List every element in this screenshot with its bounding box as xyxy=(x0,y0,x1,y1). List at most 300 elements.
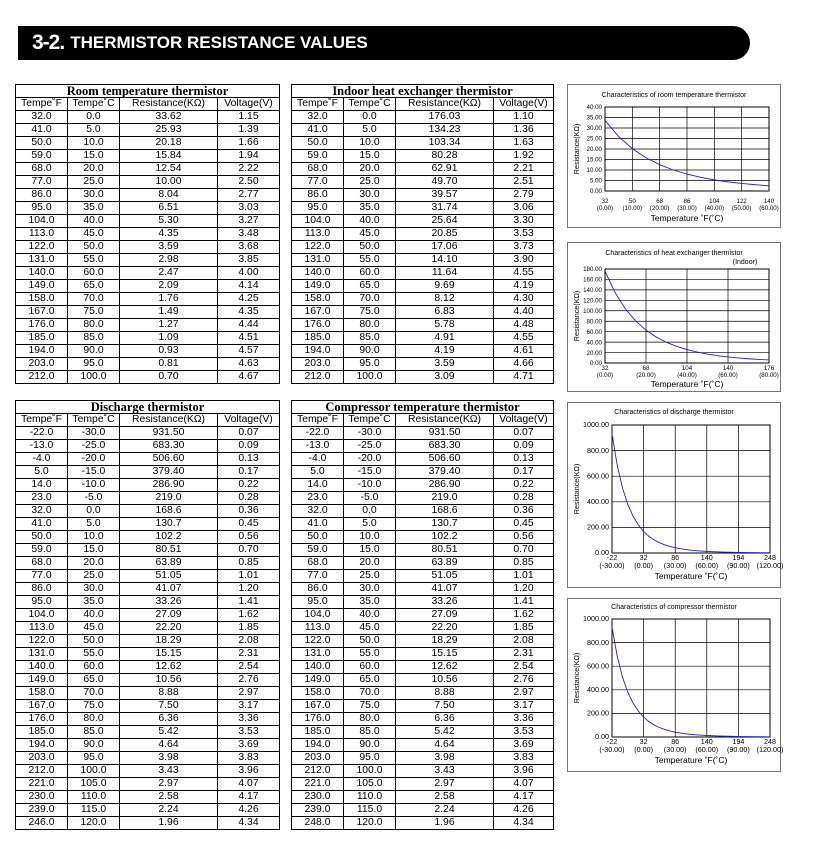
table-cell: 5.42 xyxy=(396,726,494,739)
table-cell: 230.0 xyxy=(16,791,68,804)
compressor-thermistor-table xyxy=(291,400,554,830)
table-cell: 12.62 xyxy=(396,661,494,674)
table-cell: 5.0 xyxy=(16,466,68,479)
indoor-heat-exchanger-table xyxy=(291,84,554,384)
table-cell: 51.05 xyxy=(396,570,494,583)
table-row xyxy=(16,358,280,371)
y-tick-label: 140.00 xyxy=(583,287,602,295)
column-header-tempf: Tempe˚F xyxy=(16,98,68,111)
table-row xyxy=(292,557,554,570)
x-tick-label-celsius: (120.00) xyxy=(756,745,784,754)
table-cell: 3.83 xyxy=(218,752,280,765)
table-cell: 149.0 xyxy=(16,280,68,293)
table-cell: 15.0 xyxy=(68,150,120,163)
table-row xyxy=(16,163,280,176)
table-cell: 115.0 xyxy=(68,804,120,817)
y-tick-label: 180.00 xyxy=(583,266,602,274)
table-cell: -4.0 xyxy=(16,453,68,466)
table-row xyxy=(16,570,280,583)
x-tick-label-celsius: (30.00) xyxy=(677,205,697,212)
table-row xyxy=(16,427,280,440)
table-cell: 158.0 xyxy=(16,293,68,306)
table-cell: 158.0 xyxy=(292,687,344,700)
table-row xyxy=(16,765,280,778)
table-cell: 0.85 xyxy=(218,557,280,570)
table-cell: 33.26 xyxy=(396,596,494,609)
discharge-thermistor-chart xyxy=(567,402,784,588)
table-cell: 1.41 xyxy=(218,596,280,609)
table-row xyxy=(292,687,554,700)
table-cell: 25.0 xyxy=(68,176,120,189)
table-row xyxy=(16,466,280,479)
chart-subtitle: (Indoor) xyxy=(732,259,758,266)
table-cell: 7.50 xyxy=(120,700,218,713)
table-row xyxy=(292,124,554,137)
table-row xyxy=(292,531,554,544)
table-cell: 1.15 xyxy=(218,111,280,124)
table-row xyxy=(16,189,280,202)
table-cell: 219.0 xyxy=(120,492,218,505)
table-cell: 0.28 xyxy=(218,492,280,505)
table-cell: 75.0 xyxy=(344,700,396,713)
x-tick-label-celsius: (60.00) xyxy=(695,745,719,754)
table-cell: 1.85 xyxy=(494,622,554,635)
y-tick-label: 0.00 xyxy=(589,188,602,196)
table-cell: 4.14 xyxy=(218,280,280,293)
discharge-chart-svg xyxy=(568,403,784,587)
table-cell: 0.0 xyxy=(344,111,396,124)
table-cell: 4.00 xyxy=(218,267,280,280)
table-cell: 3.96 xyxy=(218,765,280,778)
table-cell: 50.0 xyxy=(16,531,68,544)
table-cell: 3.68 xyxy=(218,241,280,254)
table-cell: 59.0 xyxy=(292,150,344,163)
table-cell: 65.0 xyxy=(344,280,396,293)
table-cell: 286.90 xyxy=(120,479,218,492)
chart-title: Characteristics of heat exchanger thermistor xyxy=(605,250,743,257)
table-cell: 3.30 xyxy=(494,215,554,228)
table-cell: 30.0 xyxy=(344,189,396,202)
table-cell: 10.00 xyxy=(120,176,218,189)
table-cell: 8.88 xyxy=(120,687,218,700)
table-cell: 3.53 xyxy=(494,228,554,241)
table-cell: 130.7 xyxy=(120,518,218,531)
table-cell: 0.0 xyxy=(68,111,120,124)
table-cell: 10.0 xyxy=(68,531,120,544)
table-cell: -15.0 xyxy=(344,466,396,479)
table-cell: 2.79 xyxy=(494,189,554,202)
table-cell: 140.0 xyxy=(292,267,344,280)
table-row xyxy=(292,345,554,358)
y-tick-label: 0.00 xyxy=(595,548,609,558)
table-row xyxy=(292,427,554,440)
table-cell: 103.34 xyxy=(396,137,494,150)
y-axis-label: Resistance(KΩ) xyxy=(572,123,581,175)
table-row xyxy=(16,345,280,358)
table-title: Discharge thermistor xyxy=(16,401,280,414)
table-cell: 185.0 xyxy=(16,332,68,345)
table-cell: 683.30 xyxy=(396,440,494,453)
table-cell: 25.0 xyxy=(344,176,396,189)
table-cell: 22.20 xyxy=(396,622,494,635)
x-tick-label-celsius: (60.00) xyxy=(759,205,779,212)
y-axis-label: Resistance(KΩ) xyxy=(572,290,581,342)
table-cell: 4.34 xyxy=(218,817,280,830)
table-cell: 4.67 xyxy=(218,371,280,384)
table-row xyxy=(16,622,280,635)
table-cell: 203.0 xyxy=(16,752,68,765)
table-cell: 70.0 xyxy=(344,687,396,700)
y-tick-label: 25.00 xyxy=(586,135,602,143)
table-row xyxy=(16,583,280,596)
table-cell: 0.56 xyxy=(218,531,280,544)
table-cell: 63.89 xyxy=(120,557,218,570)
table-cell: 77.0 xyxy=(292,176,344,189)
table-cell: 4.51 xyxy=(218,332,280,345)
table-cell: -4.0 xyxy=(292,453,344,466)
table-cell: 20.0 xyxy=(68,557,120,570)
table-cell: 50.0 xyxy=(344,635,396,648)
table-cell: 1.49 xyxy=(120,306,218,319)
x-tick-label-celsius: (30.00) xyxy=(663,745,687,754)
x-tick-label-celsius: (20.00) xyxy=(636,372,656,379)
y-tick-label: 200.00 xyxy=(587,522,609,532)
table-cell: 4.71 xyxy=(494,371,554,384)
table-cell: 95.0 xyxy=(16,202,68,215)
table-cell: 120.0 xyxy=(68,817,120,830)
table-row xyxy=(292,111,554,124)
table-row xyxy=(16,306,280,319)
table-cell: 33.26 xyxy=(120,596,218,609)
x-tick-label: 86 xyxy=(671,737,680,746)
table-cell: 221.0 xyxy=(292,778,344,791)
table-cell: 59.0 xyxy=(16,544,68,557)
table-cell: 4.35 xyxy=(218,306,280,319)
table-cell: 45.0 xyxy=(344,622,396,635)
table-cell: 65.0 xyxy=(68,280,120,293)
table-row xyxy=(16,648,280,661)
table-cell: 1.96 xyxy=(120,817,218,830)
table-cell: 2.22 xyxy=(218,163,280,176)
table-row xyxy=(16,332,280,345)
table-cell: 59.0 xyxy=(292,544,344,557)
table-row xyxy=(292,544,554,557)
table-cell: 0.13 xyxy=(494,453,554,466)
table-cell: 230.0 xyxy=(292,791,344,804)
table-cell: 113.0 xyxy=(292,228,344,241)
table-row xyxy=(292,137,554,150)
table-cell: 3.36 xyxy=(494,713,554,726)
table-cell: 35.0 xyxy=(344,202,396,215)
table-cell: 31.74 xyxy=(396,202,494,215)
x-tick-label-celsius: (-30.00) xyxy=(599,561,625,570)
y-tick-label: 1000.00 xyxy=(583,420,609,430)
table-cell: 8.88 xyxy=(396,687,494,700)
table-row xyxy=(16,804,280,817)
y-axis-label: Resistance(KΩ) xyxy=(572,652,581,704)
table-cell: 134.23 xyxy=(396,124,494,137)
table-cell: 203.0 xyxy=(292,358,344,371)
table-cell: 8.12 xyxy=(396,293,494,306)
table-row xyxy=(16,111,280,124)
table-cell: 65.0 xyxy=(344,674,396,687)
table-cell: 1.96 xyxy=(396,817,494,830)
table-cell: 5.30 xyxy=(120,215,218,228)
table-cell: 0.36 xyxy=(494,505,554,518)
table-cell: 0.70 xyxy=(218,544,280,557)
x-tick-label: 122 xyxy=(736,198,747,205)
table-cell: 5.0 xyxy=(68,124,120,137)
x-tick-label-celsius: (90.00) xyxy=(727,745,750,754)
table-cell: -20.0 xyxy=(68,453,120,466)
table-cell: 3.98 xyxy=(396,752,494,765)
table-row xyxy=(16,713,280,726)
table-cell: 1.94 xyxy=(218,150,280,163)
table-row xyxy=(16,518,280,531)
table-row xyxy=(292,505,554,518)
y-tick-label: 0.00 xyxy=(595,732,609,742)
table-row xyxy=(16,739,280,752)
column-header-resistance: Resistance(KΩ) xyxy=(120,98,218,111)
y-tick-label: 5.00 xyxy=(589,177,602,185)
table-cell: 167.0 xyxy=(16,700,68,713)
table-cell: 4.64 xyxy=(396,739,494,752)
table-cell: 5.0 xyxy=(68,518,120,531)
table-cell: 2.97 xyxy=(218,687,280,700)
table-cell: 104.0 xyxy=(292,215,344,228)
table-row xyxy=(16,492,280,505)
table-cell: -30.0 xyxy=(68,427,120,440)
table-row xyxy=(292,726,554,739)
table-cell: 1.20 xyxy=(494,583,554,596)
table-cell: 1.62 xyxy=(218,609,280,622)
table-cell: 70.0 xyxy=(68,687,120,700)
table-cell: 0.45 xyxy=(218,518,280,531)
table-cell: 5.78 xyxy=(396,319,494,332)
table-cell: 32.0 xyxy=(292,111,344,124)
table-cell: 140.0 xyxy=(292,661,344,674)
table-cell: 1.27 xyxy=(120,319,218,332)
table-cell: 33.62 xyxy=(120,111,218,124)
table-cell: 4.48 xyxy=(494,319,554,332)
table-cell: 176.03 xyxy=(396,111,494,124)
room-thermistor-table xyxy=(15,84,280,384)
table-cell: 86.0 xyxy=(292,189,344,202)
table-cell: 45.0 xyxy=(68,228,120,241)
table-row xyxy=(16,557,280,570)
table-cell: 212.0 xyxy=(292,765,344,778)
table-cell: 239.0 xyxy=(16,804,68,817)
table-cell: 3.36 xyxy=(218,713,280,726)
table-row xyxy=(16,544,280,557)
x-tick-label: 86 xyxy=(671,553,680,562)
table-cell: 167.0 xyxy=(292,306,344,319)
table-cell: 25.0 xyxy=(344,570,396,583)
section-title: THERMISTOR RESISTANCE VALUES xyxy=(70,33,368,52)
table-cell: 25.93 xyxy=(120,124,218,137)
table-row xyxy=(16,817,280,830)
table-cell: 221.0 xyxy=(16,778,68,791)
table-row xyxy=(292,570,554,583)
table-cell: 15.0 xyxy=(344,544,396,557)
x-tick-label-celsius: (40.00) xyxy=(704,205,725,212)
table-cell: 50.0 xyxy=(16,137,68,150)
room-thermistor-chart xyxy=(567,84,781,228)
table-cell: 2.54 xyxy=(218,661,280,674)
table-cell: 15.0 xyxy=(344,150,396,163)
table-cell: 158.0 xyxy=(16,687,68,700)
table-cell: 3.85 xyxy=(218,254,280,267)
table-cell: 102.2 xyxy=(120,531,218,544)
table-cell: 131.0 xyxy=(16,254,68,267)
table-cell: 149.0 xyxy=(292,674,344,687)
table-cell: 0.17 xyxy=(494,466,554,479)
discharge-thermistor-table xyxy=(15,400,280,830)
table-cell: 68.0 xyxy=(16,557,68,570)
table-cell: 10.0 xyxy=(344,531,396,544)
table-cell: 30.0 xyxy=(344,583,396,596)
table-row xyxy=(16,700,280,713)
table-cell: 10.0 xyxy=(344,137,396,150)
table-cell: 104.0 xyxy=(16,215,68,228)
table-cell: 3.96 xyxy=(494,765,554,778)
column-header-tempc: Tempe˚C xyxy=(344,414,396,427)
x-tick-label: 104 xyxy=(709,198,720,205)
table-cell: 75.0 xyxy=(68,700,120,713)
table-row xyxy=(292,700,554,713)
table-cell: 3.09 xyxy=(396,371,494,384)
table-cell: 185.0 xyxy=(292,726,344,739)
table-cell: 5.0 xyxy=(292,466,344,479)
table-cell: 212.0 xyxy=(16,765,68,778)
table-row xyxy=(16,596,280,609)
table-cell: 104.0 xyxy=(16,609,68,622)
table-cell: 25.0 xyxy=(68,570,120,583)
table-cell: 4.07 xyxy=(494,778,554,791)
table-cell: 176.0 xyxy=(16,319,68,332)
table-cell: 5.0 xyxy=(344,518,396,531)
table-cell: -10.0 xyxy=(68,479,120,492)
table-cell: 0.56 xyxy=(494,531,554,544)
table-cell: 3.59 xyxy=(396,358,494,371)
table-cell: 0.28 xyxy=(494,492,554,505)
table-row xyxy=(292,202,554,215)
table-cell: 6.36 xyxy=(120,713,218,726)
table-cell: 20.0 xyxy=(344,557,396,570)
table-cell: 90.0 xyxy=(344,345,396,358)
table-cell: 105.0 xyxy=(344,778,396,791)
table-cell: 113.0 xyxy=(16,622,68,635)
table-row xyxy=(292,150,554,163)
table-cell: 80.0 xyxy=(68,713,120,726)
table-cell: 131.0 xyxy=(292,254,344,267)
table-cell: 506.60 xyxy=(120,453,218,466)
table-cell: 4.19 xyxy=(494,280,554,293)
x-axis-label: Temperature ˚F(˚C) xyxy=(650,379,724,389)
table-cell: 20.0 xyxy=(68,163,120,176)
table-row xyxy=(16,254,280,267)
table-cell: 50.0 xyxy=(68,635,120,648)
x-tick-label-celsius: (30.00) xyxy=(663,561,687,570)
table-cell: 140.0 xyxy=(16,661,68,674)
table-cell: 41.0 xyxy=(16,124,68,137)
table-cell: 4.63 xyxy=(218,358,280,371)
table-cell: 212.0 xyxy=(292,371,344,384)
table-cell: -22.0 xyxy=(292,427,344,440)
table-cell: 11.64 xyxy=(396,267,494,280)
x-tick-label: 194 xyxy=(732,553,745,562)
x-tick-label-celsius: (120.00) xyxy=(756,561,784,570)
y-tick-label: 30.00 xyxy=(586,125,602,133)
table-cell: 1.39 xyxy=(218,124,280,137)
table-cell: 2.51 xyxy=(494,176,554,189)
table-row xyxy=(16,531,280,544)
table-cell: 4.30 xyxy=(494,293,554,306)
table-cell: 86.0 xyxy=(292,583,344,596)
column-header-resistance: Resistance(KΩ) xyxy=(120,414,218,427)
table-cell: 4.25 xyxy=(218,293,280,306)
table-row xyxy=(16,150,280,163)
table-row xyxy=(292,817,554,830)
table-row xyxy=(292,189,554,202)
x-tick-label: 176 xyxy=(763,365,775,372)
x-tick-label: 140 xyxy=(700,553,713,562)
table-cell: 45.0 xyxy=(344,228,396,241)
x-tick-label: 86 xyxy=(683,198,691,205)
table-cell: 3.17 xyxy=(218,700,280,713)
table-row xyxy=(16,453,280,466)
column-header-voltage: Voltage(V) xyxy=(218,414,280,427)
table-cell: 50.0 xyxy=(68,241,120,254)
table-cell: -5.0 xyxy=(344,492,396,505)
x-tick-label: 32 xyxy=(601,365,609,372)
table-row xyxy=(292,674,554,687)
table-cell: -30.0 xyxy=(344,427,396,440)
table-cell: 80.28 xyxy=(396,150,494,163)
table-cell: 60.0 xyxy=(344,661,396,674)
column-header-tempc: Tempe˚C xyxy=(68,414,120,427)
table-cell: 80.0 xyxy=(344,319,396,332)
x-tick-label: 248 xyxy=(764,737,776,746)
table-cell: 59.0 xyxy=(16,150,68,163)
table-cell: 4.57 xyxy=(218,345,280,358)
table-cell: 2.08 xyxy=(218,635,280,648)
table-cell: 3.53 xyxy=(218,726,280,739)
table-cell: 50.0 xyxy=(292,531,344,544)
table-row xyxy=(16,124,280,137)
table-cell: 212.0 xyxy=(16,371,68,384)
table-cell: 90.0 xyxy=(68,739,120,752)
column-header-resistance: Resistance(KΩ) xyxy=(396,414,494,427)
table-cell: 80.0 xyxy=(344,713,396,726)
table-cell: 22.20 xyxy=(120,622,218,635)
compressor-thermistor-chart xyxy=(567,598,784,772)
x-tick-label-celsius: (60.00) xyxy=(695,561,719,570)
table-cell: 95.0 xyxy=(68,752,120,765)
table-cell: 20.85 xyxy=(396,228,494,241)
table-row xyxy=(292,440,554,453)
table-cell: 20.18 xyxy=(120,137,218,150)
table-cell: 4.07 xyxy=(218,778,280,791)
table-row xyxy=(292,583,554,596)
table-cell: 27.09 xyxy=(396,609,494,622)
table-cell: 70.0 xyxy=(68,293,120,306)
table-cell: 5.0 xyxy=(344,124,396,137)
table-cell: 4.35 xyxy=(120,228,218,241)
x-tick-label: 140 xyxy=(722,365,734,372)
table-row xyxy=(292,176,554,189)
x-axis-label: Temperature ˚F(˚C) xyxy=(650,213,724,223)
